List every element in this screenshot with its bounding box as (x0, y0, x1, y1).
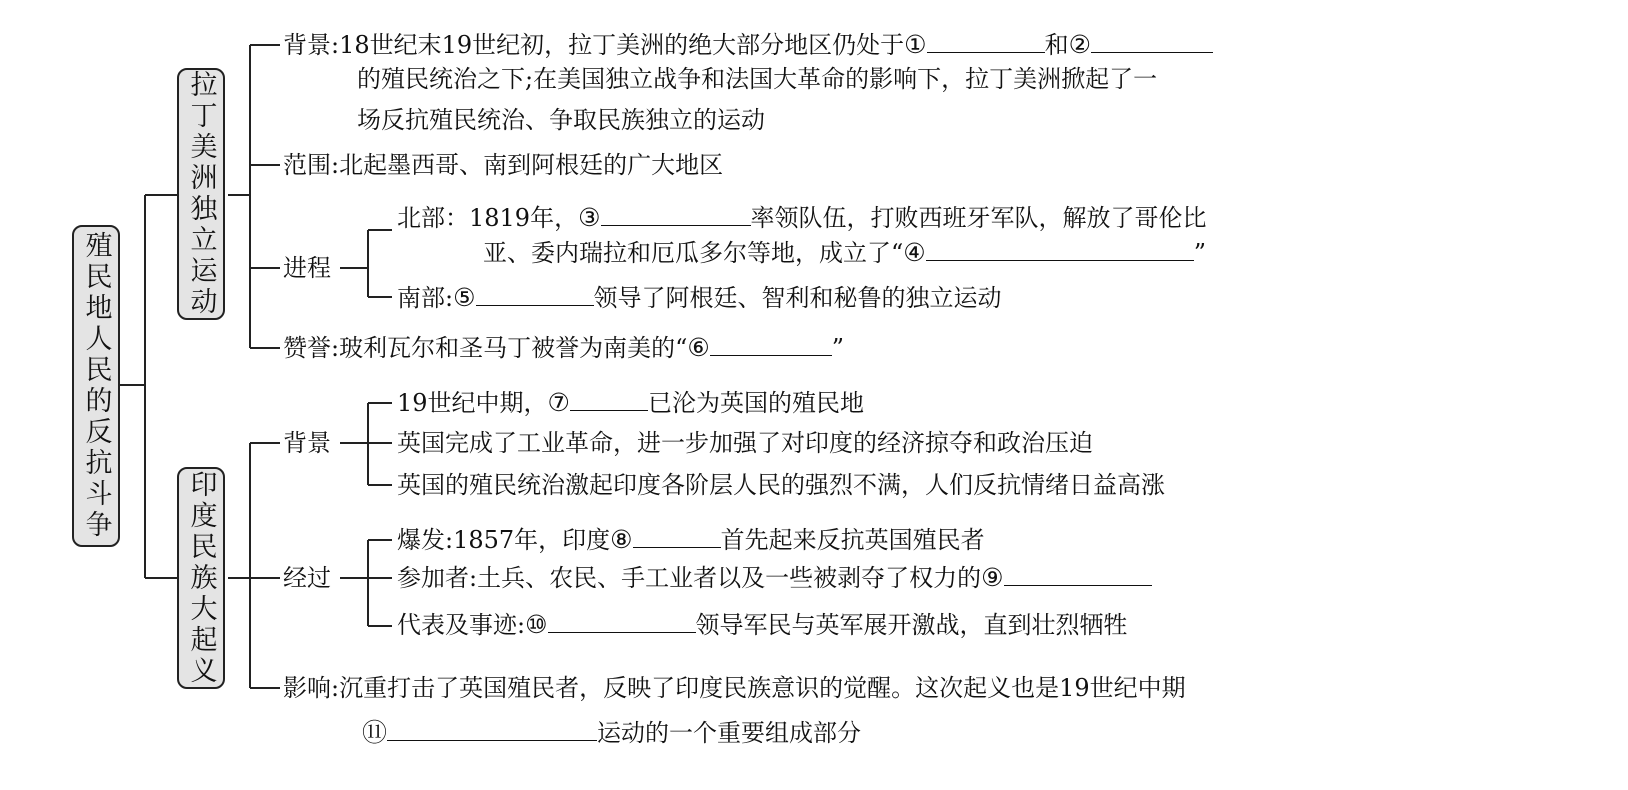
blank-marker-9: ⑨ (981, 563, 1004, 592)
root-topic-box (72, 225, 120, 547)
blank-marker-11: ⑪ (362, 718, 388, 747)
blank-3 (601, 203, 751, 226)
latin-america-box (177, 68, 225, 320)
latin-scope-line: 范围:北起墨西哥、南到阿根廷的广大地区 (283, 151, 724, 179)
blank-7 (570, 388, 648, 411)
latin-america-label: 拉丁美洲独立运动 (185, 70, 217, 318)
latin-background-line-2: 的殖民统治之下;在美国独立战争和法国大革命的影响下，拉丁美洲掀起了一 (357, 65, 1158, 93)
blank-marker-8: ⑧ (610, 525, 633, 554)
latin-north-line-1: 北部：1819年，③ 率领队伍，打败西班牙军队，解放了哥伦比 (397, 203, 1207, 232)
latin-process-label: 进程 (283, 254, 331, 282)
blank-10 (548, 610, 696, 633)
india-course-line-2: 参加者:土兵、农民、手工业者以及一些被剥夺了权力的⑨ (397, 563, 1152, 593)
india-course-line-3: 代表及事迹:⑩ 领导军民与英军展开激战，直到壮烈牺牲 (397, 610, 1128, 639)
latin-south-line: 南部:⑤ 领导了阿根廷、智利和秘鲁的独立运动 (397, 283, 1002, 312)
latin-north-line-2: 亚、委内瑞拉和厄瓜多尔等地，成立了“④ ” (483, 238, 1206, 267)
latin-background-line-3: 场反抗殖民统治、争取民族独立的运动 (357, 106, 765, 134)
blank-marker-4: ④ (903, 238, 926, 267)
latin-background-line-1: 背景:18世纪末19世纪初，拉丁美洲的绝大部分地区仍处于① 和② (283, 30, 1213, 60)
blank-marker-3: ③ (578, 203, 601, 232)
blank-marker-5: ⑤ (453, 283, 476, 312)
india-impact-label: 影响 (283, 674, 331, 702)
blank-marker-6: ⑥ (687, 333, 710, 362)
india-background-label: 背景 (283, 429, 331, 457)
root-topic-label: 殖民地人民的反抗斗争 (80, 231, 112, 541)
india-background-line-1: 19世纪中期，⑦ 已沦为英国的殖民地 (397, 388, 864, 417)
latin-scope-label: 范围 (283, 151, 331, 179)
india-course-label: 经过 (283, 564, 331, 592)
latin-praise-line: 赞誉:玻利瓦尔和圣马丁被誉为南美的“⑥ ” (283, 333, 845, 362)
blank-5 (476, 283, 594, 306)
india-background-line-3: 英国的殖民统治激起印度各阶层人民的强烈不满，人们反抗情绪日益高涨 (397, 471, 1165, 499)
india-impact-line-1: 影响:沉重打击了英国殖民者，反映了印度民族意识的觉醒。这次起义也是19世纪中期 (283, 674, 1186, 702)
south-label: 南部 (397, 284, 445, 312)
latin-praise-label: 赞誉 (283, 334, 331, 362)
blank-4 (926, 238, 1194, 261)
blank-2 (1091, 30, 1213, 53)
india-impact-line-2: ⑪ 运动的一个重要组成部分 (362, 718, 862, 747)
india-uprising-box (177, 467, 225, 689)
blank-marker-2: ② (1068, 30, 1092, 59)
blank-11 (387, 718, 597, 741)
blank-marker-10: ⑩ (525, 610, 548, 639)
blank-marker-1: ① (904, 30, 927, 59)
north-label: 北部 (397, 204, 445, 232)
blank-9 (1004, 563, 1152, 586)
latin-background-label: 背景 (283, 31, 331, 59)
india-uprising-label: 印度民族大起义 (185, 469, 217, 687)
blank-6 (710, 333, 832, 356)
blank-8 (633, 525, 721, 548)
blank-1 (927, 30, 1045, 53)
india-course-line-1: 爆发:1857年，印度⑧ 首先起来反抗英国殖民者 (397, 525, 985, 554)
blank-marker-7: ⑦ (547, 388, 570, 417)
india-background-line-2: 英国完成了工业革命，进一步加强了对印度的经济掠夺和政治压迫 (397, 429, 1093, 457)
